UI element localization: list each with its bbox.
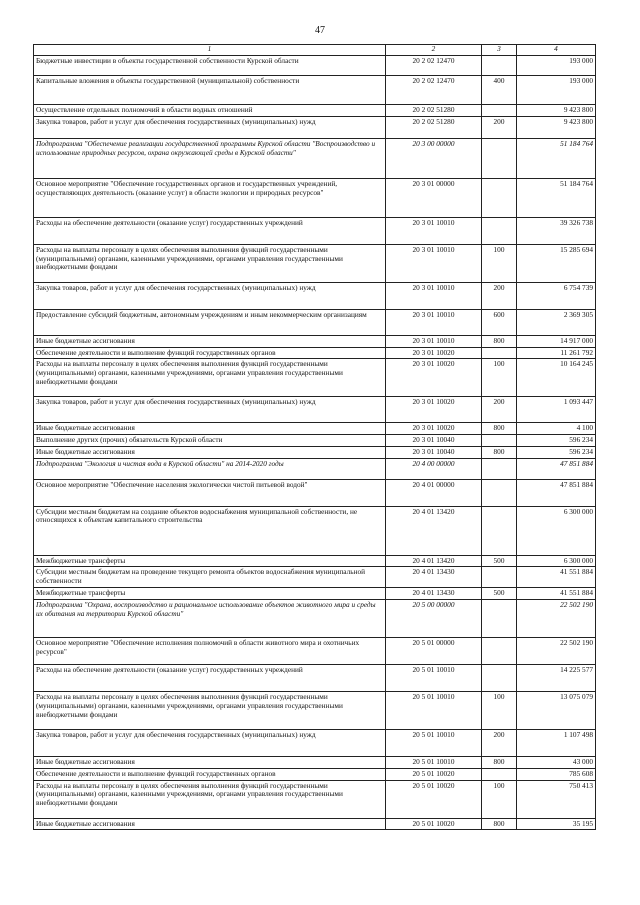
row-sum: 14 917 000 xyxy=(517,335,596,347)
row-sum: 13 075 079 xyxy=(517,692,596,730)
row-name: Расходы на выплаты персоналу в целях обеспечения выполнения функций государственными (муниципальными) органами, казенными учреждениями, органами управления государственными внебюджетными фондами xyxy=(34,244,386,282)
row-type: 100 xyxy=(482,359,517,397)
row-name: Основное мероприятие "Обеспечение исполнения полномочий в области животного мира и охотничьих ресурсов" xyxy=(34,638,386,665)
table-header-row xyxy=(34,45,596,56)
row-sum: 6 754 739 xyxy=(517,282,596,309)
row-code: 20 3 01 00000 xyxy=(386,178,482,217)
row-type xyxy=(482,600,517,638)
row-sum: 47 851 884 xyxy=(517,458,596,479)
table-row xyxy=(34,105,596,117)
row-code: 20 5 01 10010 xyxy=(386,692,482,730)
row-name: Основное мероприятие "Обеспечение населения экологически чистой питьевой водой" xyxy=(34,479,386,506)
row-code: 20 3 01 10020 xyxy=(386,423,482,435)
row-name: Закупка товаров, работ и услуг для обеспечения государственных (муниципальных) нужд xyxy=(34,116,386,138)
row-code: 20 5 01 10020 xyxy=(386,780,482,818)
row-code: 20 5 01 10010 xyxy=(386,757,482,769)
row-sum: 9 423 800 xyxy=(517,116,596,138)
row-name: Подпрограмма "Обеспечение реализации государственной программы Курской области "Воспроизводство и использование природных ресурсов, охрана окружающей среды в Курской области" xyxy=(34,138,386,178)
row-type: 500 xyxy=(482,588,517,600)
row-name: Предоставление субсидий бюджетным, автономным учреждениям и иным некоммерческим организациям xyxy=(34,309,386,335)
row-code: 20 2 02 51280 xyxy=(386,105,482,117)
row-code: 20 5 01 10020 xyxy=(386,818,482,830)
row-code: 20 3 01 10010 xyxy=(386,217,482,244)
table-row xyxy=(34,178,596,217)
row-name: Межбюджетные трансферты xyxy=(34,555,386,567)
table-row xyxy=(34,116,596,138)
table-row xyxy=(34,435,596,447)
table-row xyxy=(34,282,596,309)
table-row xyxy=(34,818,596,830)
row-type xyxy=(482,506,517,555)
row-name: Обеспечение деятельности и выполнение функций государственных органов xyxy=(34,347,386,359)
row-type xyxy=(482,347,517,359)
row-name: Бюджетные инвестиции в объекты государственной собственности Курской области xyxy=(34,56,386,76)
row-name: Капитальные вложения в объекты государственной (муниципальной) собственности xyxy=(34,76,386,105)
table-row xyxy=(34,217,596,244)
row-type: 800 xyxy=(482,335,517,347)
row-sum: 14 225 577 xyxy=(517,665,596,692)
row-sum: 22 502 190 xyxy=(517,638,596,665)
row-sum: 596 234 xyxy=(517,435,596,447)
row-type: 400 xyxy=(482,76,517,105)
row-code: 20 3 01 10040 xyxy=(386,446,482,458)
table-row xyxy=(34,692,596,730)
row-type: 800 xyxy=(482,423,517,435)
row-sum: 10 164 245 xyxy=(517,359,596,397)
row-name: Расходы на обеспечение деятельности (оказание услуг) государственных учреждений xyxy=(34,217,386,244)
row-name: Закупка товаров, работ и услуг для обеспечения государственных (муниципальных) нужд xyxy=(34,730,386,757)
row-name: Закупка товаров, работ и услуг для обеспечения государственных (муниципальных) нужд xyxy=(34,397,386,423)
row-code: 20 4 01 00000 xyxy=(386,479,482,506)
row-code: 20 4 01 13430 xyxy=(386,567,482,588)
row-sum: 51 184 764 xyxy=(517,178,596,217)
table-row xyxy=(34,446,596,458)
row-type: 600 xyxy=(482,309,517,335)
row-name: Подпрограмма "Экология и чистая вода в Курской области" на 2014-2020 годы xyxy=(34,458,386,479)
row-type: 200 xyxy=(482,116,517,138)
table-row xyxy=(34,588,596,600)
table-row xyxy=(34,600,596,638)
row-name: Межбюджетные трансферты xyxy=(34,588,386,600)
row-type: 800 xyxy=(482,446,517,458)
table-row xyxy=(34,638,596,665)
row-type xyxy=(482,638,517,665)
table-row xyxy=(34,56,596,76)
row-name: Субсидии местным бюджетам на проведение текущего ремонта объектов водоснабжения муниципальной собственности xyxy=(34,567,386,588)
row-name: Осуществление отдельных полномочий в области водных отношений xyxy=(34,105,386,117)
row-sum: 1 107 498 xyxy=(517,730,596,757)
row-sum: 2 369 305 xyxy=(517,309,596,335)
row-sum: 9 423 800 xyxy=(517,105,596,117)
row-name: Иные бюджетные ассигнования xyxy=(34,757,386,769)
row-code: 20 5 01 10020 xyxy=(386,768,482,780)
table-row xyxy=(34,347,596,359)
table-row xyxy=(34,458,596,479)
row-type xyxy=(482,105,517,117)
row-code: 20 3 01 10010 xyxy=(386,335,482,347)
row-name: Иные бюджетные ассигнования xyxy=(34,335,386,347)
table-row xyxy=(34,423,596,435)
row-sum: 596 234 xyxy=(517,446,596,458)
row-sum: 51 184 764 xyxy=(517,138,596,178)
row-type xyxy=(482,178,517,217)
table-row xyxy=(34,567,596,588)
row-sum: 43 000 xyxy=(517,757,596,769)
row-type xyxy=(482,217,517,244)
row-sum: 35 195 xyxy=(517,818,596,830)
row-type xyxy=(482,665,517,692)
table-row xyxy=(34,757,596,769)
row-code: 20 4 01 13430 xyxy=(386,588,482,600)
row-name: Расходы на выплаты персоналу в целях обеспечения выполнения функций государственными (муниципальными) органами, казенными учреждениями, органами управления государственными внебюджетными фондами xyxy=(34,692,386,730)
row-code: 20 3 01 10010 xyxy=(386,244,482,282)
table-row xyxy=(34,309,596,335)
row-type: 500 xyxy=(482,555,517,567)
row-name: Основное мероприятие "Обеспечение государственных органов и государственных учреждений, осуществляющих деятельность (оказание услуг) в области экологии и природных ресурсов" xyxy=(34,178,386,217)
row-code: 20 5 01 10010 xyxy=(386,730,482,757)
table-row xyxy=(34,76,596,105)
row-code: 20 4 01 13420 xyxy=(386,506,482,555)
row-sum: 47 851 884 xyxy=(517,479,596,506)
row-code: 20 4 00 00000 xyxy=(386,458,482,479)
table-row xyxy=(34,397,596,423)
row-sum: 193 000 xyxy=(517,56,596,76)
row-sum: 6 300 000 xyxy=(517,506,596,555)
row-code: 20 3 01 10010 xyxy=(386,282,482,309)
row-name: Иные бюджетные ассигнования xyxy=(34,446,386,458)
row-type: 800 xyxy=(482,757,517,769)
row-sum: 15 285 694 xyxy=(517,244,596,282)
row-type xyxy=(482,479,517,506)
row-code: 20 5 01 00000 xyxy=(386,638,482,665)
table-row xyxy=(34,665,596,692)
row-code: 20 3 01 10020 xyxy=(386,359,482,397)
table-row xyxy=(34,555,596,567)
row-sum: 39 326 738 xyxy=(517,217,596,244)
row-sum: 750 413 xyxy=(517,780,596,818)
row-code: 20 5 01 10010 xyxy=(386,665,482,692)
row-type: 100 xyxy=(482,692,517,730)
column-header-name: 1 xyxy=(34,45,386,56)
row-type xyxy=(482,138,517,178)
row-type xyxy=(482,458,517,479)
row-code: 20 2 02 51280 xyxy=(386,116,482,138)
row-name: Расходы на обеспечение деятельности (оказание услуг) государственных учреждений xyxy=(34,665,386,692)
column-header-sum: 4 xyxy=(517,45,596,56)
row-code: 20 3 01 10020 xyxy=(386,347,482,359)
row-type xyxy=(482,435,517,447)
table-row xyxy=(34,730,596,757)
table-row xyxy=(34,359,596,397)
row-code: 20 4 01 13420 xyxy=(386,555,482,567)
row-sum: 41 551 884 xyxy=(517,588,596,600)
row-name: Расходы на выплаты персоналу в целях обеспечения выполнения функций государственными (муниципальными) органами, казенными учреждениями, органами управления государственными внебюджетными фондами xyxy=(34,780,386,818)
row-code: 20 2 02 12470 xyxy=(386,56,482,76)
table-row xyxy=(34,479,596,506)
row-code: 20 3 00 00000 xyxy=(386,138,482,178)
row-type xyxy=(482,768,517,780)
row-name: Иные бюджетные ассигнования xyxy=(34,818,386,830)
row-sum: 22 502 190 xyxy=(517,600,596,638)
row-sum: 193 000 xyxy=(517,76,596,105)
budget-table xyxy=(33,44,596,830)
row-type: 200 xyxy=(482,282,517,309)
table-row xyxy=(34,138,596,178)
table-row xyxy=(34,506,596,555)
column-header-type: 3 xyxy=(482,45,517,56)
row-code: 20 5 00 00000 xyxy=(386,600,482,638)
row-name: Расходы на выплаты персоналу в целях обеспечения выполнения функций государственными (муниципальными) органами, казенными учреждениями, органами управления государственными внебюджетными фондами xyxy=(34,359,386,397)
table-row xyxy=(34,780,596,818)
row-sum: 11 261 792 xyxy=(517,347,596,359)
row-sum: 41 551 884 xyxy=(517,567,596,588)
row-type: 800 xyxy=(482,818,517,830)
row-type xyxy=(482,56,517,76)
column-header-code: 2 xyxy=(386,45,482,56)
row-code: 20 3 01 10010 xyxy=(386,309,482,335)
row-sum: 785 608 xyxy=(517,768,596,780)
table-row xyxy=(34,335,596,347)
row-name: Обеспечение деятельности и выполнение функций государственных органов xyxy=(34,768,386,780)
row-code: 20 2 02 12470 xyxy=(386,76,482,105)
row-sum: 4 100 xyxy=(517,423,596,435)
row-name: Выполнение других (прочих) обязательств Курской области xyxy=(34,435,386,447)
row-sum: 6 300 000 xyxy=(517,555,596,567)
table-row xyxy=(34,244,596,282)
row-type: 200 xyxy=(482,730,517,757)
row-name: Иные бюджетные ассигнования xyxy=(34,423,386,435)
page-number: 47 xyxy=(315,25,325,36)
row-type: 100 xyxy=(482,780,517,818)
row-name: Подпрограмма "Охрана, воспроизводство и рациональное использование объектов животного мира и среды их обитания на территории Курской области" xyxy=(34,600,386,638)
table-row xyxy=(34,768,596,780)
row-name: Закупка товаров, работ и услуг для обеспечения государственных (муниципальных) нужд xyxy=(34,282,386,309)
row-code: 20 3 01 10040 xyxy=(386,435,482,447)
row-type: 200 xyxy=(482,397,517,423)
row-sum: 1 093 447 xyxy=(517,397,596,423)
row-name: Субсидии местным бюджетам на создание объектов водоснабжения муниципальной собственности, не относящихся к объектам капитального строительства xyxy=(34,506,386,555)
row-code: 20 3 01 10020 xyxy=(386,397,482,423)
row-type: 100 xyxy=(482,244,517,282)
row-type xyxy=(482,567,517,588)
